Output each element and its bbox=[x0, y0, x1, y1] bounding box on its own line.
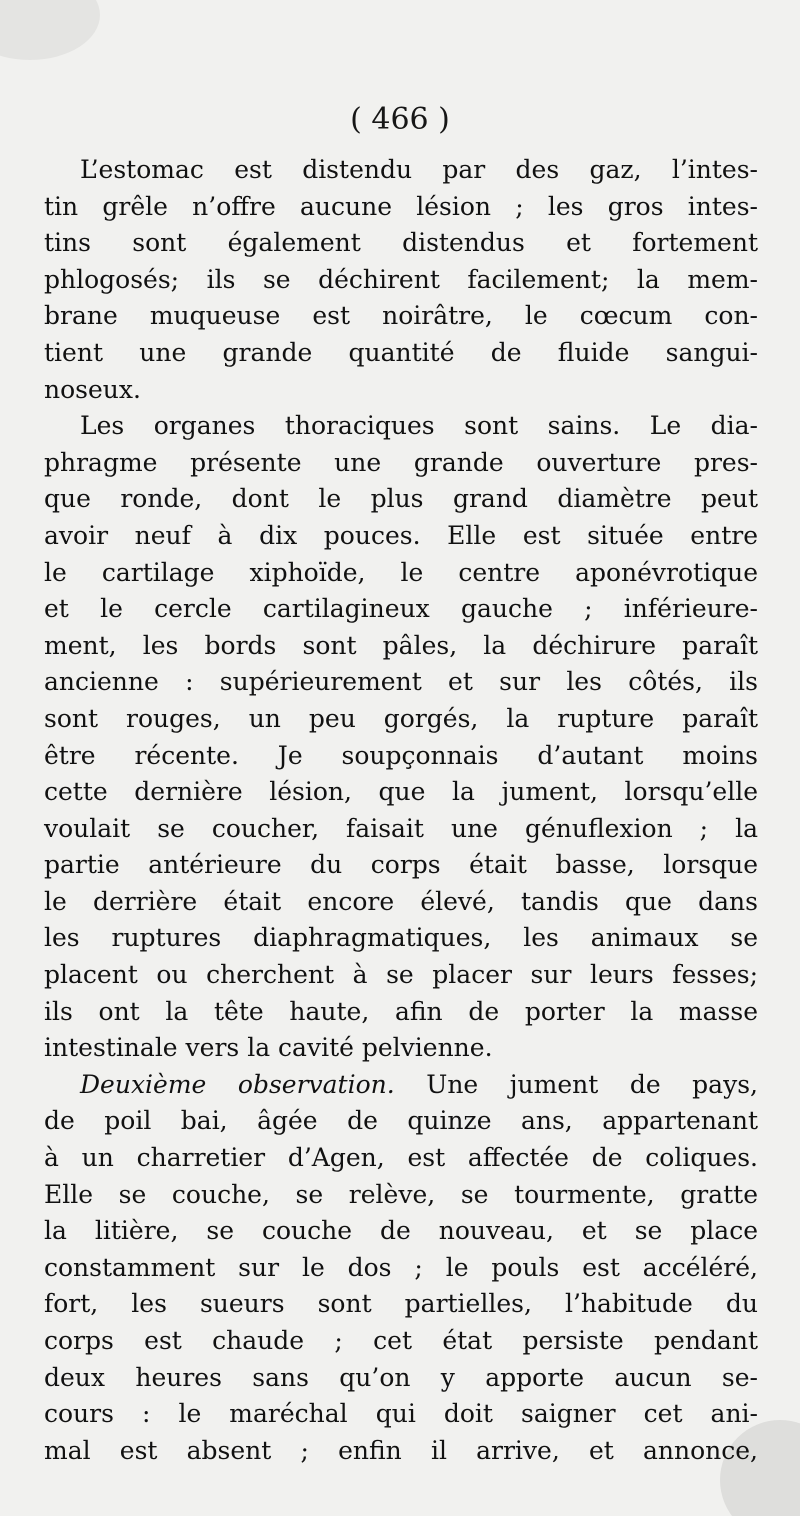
text-line: Elle se couche, se relève, se tourmente, gratte bbox=[44, 1179, 758, 1209]
text-line: constamment sur le dos ; le pouls est accéléré, bbox=[44, 1252, 758, 1282]
text-line: voulait se coucher, faisait une génuflexion ; la bbox=[44, 813, 758, 843]
text-line: tin grêle n’offre aucune lésion ; les gros intes- bbox=[44, 191, 758, 221]
text-line: tient une grande quantité de fluide sangui- bbox=[44, 337, 758, 367]
text-line: corps est chaude ; cet état persiste pendant bbox=[44, 1326, 758, 1355]
text-line: tins sont également distendus et fortement bbox=[44, 228, 758, 258]
body-text bbox=[44, 152, 758, 1469]
text-line: sont rouges, un peu gorgés, la rupture paraît bbox=[44, 703, 758, 733]
text-line: placent ou cherchent à se placer sur leurs fesses; bbox=[44, 960, 758, 990]
text-line: phragme présente une grande ouverture pres- bbox=[44, 447, 758, 477]
text-line-lead bbox=[44, 1067, 758, 1104]
text-line: ils ont la tête haute, afin de porter la masse bbox=[44, 996, 758, 1026]
text-line: que ronde, dont le plus grand diamètre peut bbox=[44, 484, 758, 514]
text-line: deux heures sans qu’on y apporte aucun se- bbox=[44, 1362, 758, 1392]
text-line: Les organes thoraciques sont sains. Le dia- bbox=[80, 411, 758, 441]
text-line: mal est absent ; enfin il arrive, et annonce, bbox=[44, 1435, 758, 1465]
text-line: et le cercle cartilagineux gauche ; inférieure- bbox=[44, 594, 758, 624]
text-line: brane muqueuse est noirâtre, le cœcum con- bbox=[44, 301, 758, 331]
text-line: noseux. bbox=[44, 374, 141, 404]
text-line: le derrière était encore élevé, tandis que dans bbox=[44, 886, 758, 916]
text-line: ancienne : supérieurement et sur les côtés, ils bbox=[44, 667, 758, 697]
observation-heading: Deuxième observation. bbox=[80, 1069, 395, 1099]
text-line: cette dernière lésion, que la jument, lorsqu’elle bbox=[44, 777, 758, 807]
text-line: phlogosés; ils se déchirent facilement; la mem- bbox=[44, 264, 758, 294]
text-line: fort, les sueurs sont partielles, l’habitude du bbox=[44, 1289, 758, 1319]
paper-stain bbox=[0, 0, 100, 60]
text-line: les ruptures diaphragmatiques, les animaux se bbox=[44, 923, 758, 953]
text-line: de poil bai, âgée de quinze ans, appartenant bbox=[44, 1106, 758, 1136]
text-line: à un charretier d’Agen, est affectée de coliques. bbox=[44, 1143, 758, 1173]
page-number: ( 466 ) bbox=[350, 102, 450, 137]
text-line: L’estomac est distendu par des gaz, l’intes- bbox=[80, 155, 758, 184]
text-line: ment, les bords sont pâles, la déchirure paraît bbox=[44, 630, 758, 660]
text-line: la litière, se couche de nouveau, et se place bbox=[44, 1216, 758, 1246]
text-line: cours : le maréchal qui doit saigner cet ani- bbox=[44, 1399, 758, 1429]
text-line: être récente. Je soupçonnais d’autant moins bbox=[44, 740, 758, 770]
lead-rest: Une jument de pays, bbox=[394, 1069, 758, 1099]
text-line: partie antérieure du corps était basse, lorsque bbox=[44, 850, 758, 880]
text-line: avoir neuf à dix pouces. Elle est située entre bbox=[44, 520, 758, 550]
text-line: intestinale vers la cavité pelvienne. bbox=[44, 1033, 493, 1063]
text-line: le cartilage xiphoïde, le centre aponévrotique bbox=[44, 557, 758, 587]
